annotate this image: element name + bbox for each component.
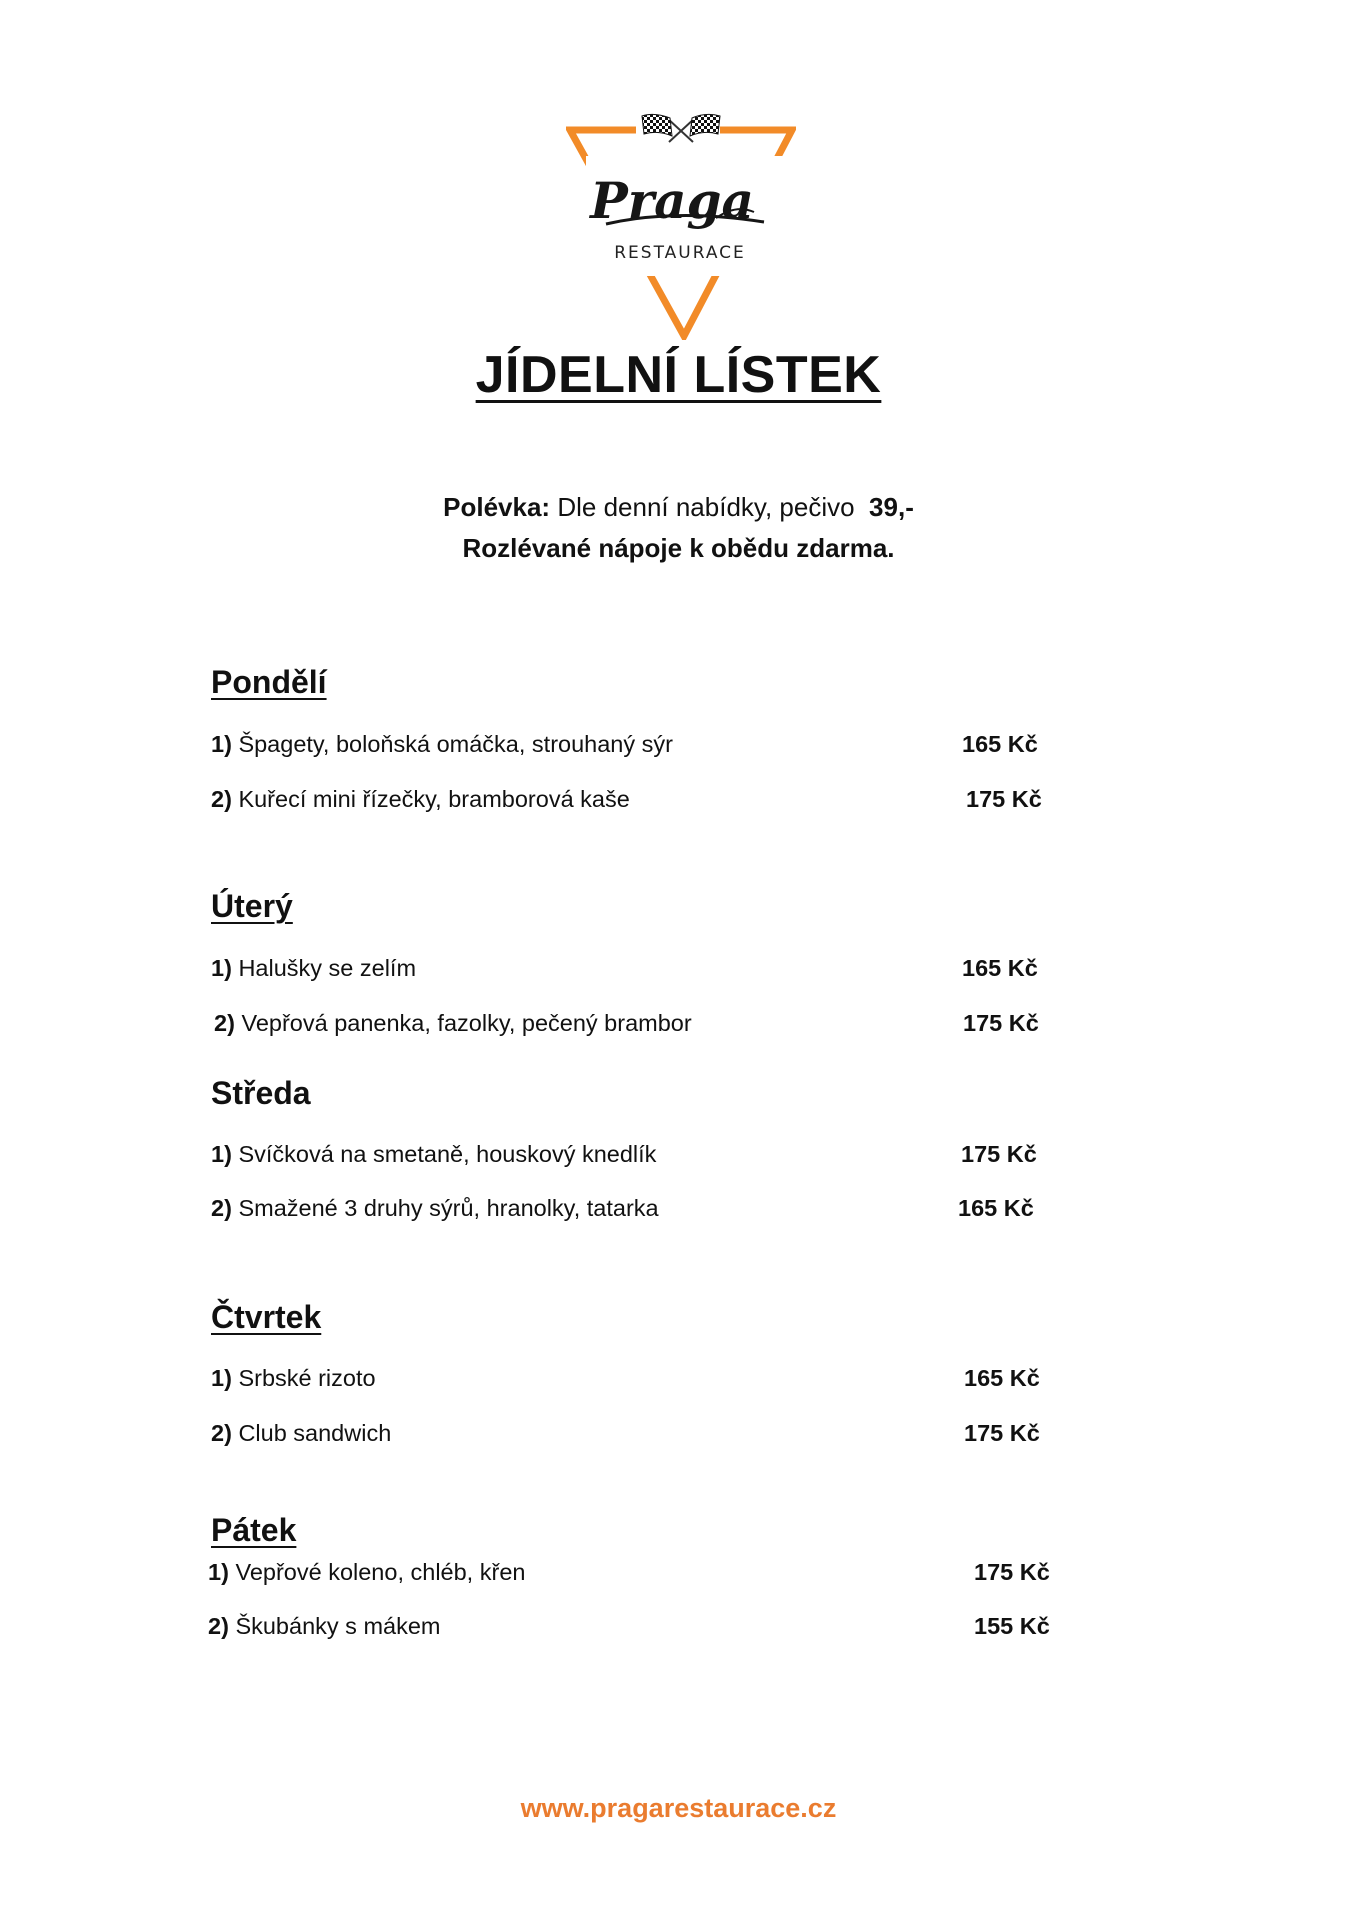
day-heading-wednesday: Středa <box>211 1075 311 1111</box>
website-link[interactable]: www.pragarestaurace.cz <box>520 1793 837 1823</box>
item-dish: Škubánky s mákem <box>235 1613 441 1639</box>
menu-item <box>211 786 630 813</box>
item-price: 165 Kč <box>964 1365 1040 1391</box>
page-title <box>0 345 1357 405</box>
item-price: 165 Kč <box>962 731 1038 757</box>
day-heading-thursday: Čtvrtek <box>211 1299 322 1335</box>
soup-price: 39,- <box>869 492 914 522</box>
item-number: 1) <box>211 731 232 757</box>
item-price: 155 Kč <box>974 1613 1050 1639</box>
menu-item <box>211 1420 391 1447</box>
menu-item <box>211 955 416 982</box>
day-heading-tuesday: Úterý <box>211 888 293 924</box>
item-dish: Halušky se zelím <box>238 955 417 981</box>
item-number: 2) <box>211 1420 232 1446</box>
item-number: 2) <box>214 1010 235 1036</box>
day-heading-friday: Pátek <box>211 1512 297 1548</box>
item-dish: Svíčková na smetaně, houskový knedlík <box>238 1141 657 1167</box>
logo-subtitle: RESTAURACE <box>614 243 746 263</box>
restaurant-logo <box>566 108 796 340</box>
menu-item <box>211 1141 656 1168</box>
item-dish: Club sandwich <box>238 1420 392 1446</box>
menu-item <box>208 1559 525 1586</box>
item-dish: Vepřové koleno, chléb, křen <box>235 1559 526 1585</box>
item-price: 175 Kč <box>964 1420 1040 1446</box>
menu-item <box>211 1365 376 1392</box>
soup-label: Polévka: <box>443 492 551 522</box>
day-heading-monday: Pondělí <box>211 664 327 700</box>
menu-item <box>211 1195 659 1222</box>
item-number: 1) <box>211 955 232 981</box>
item-price: 175 Kč <box>974 1559 1050 1585</box>
logo-graphic <box>566 108 796 340</box>
item-price: 175 Kč <box>963 1010 1039 1036</box>
item-number: 1) <box>211 1365 232 1391</box>
item-price: 165 Kč <box>958 1195 1034 1221</box>
menu-item <box>208 1613 441 1640</box>
item-number: 2) <box>211 1195 232 1221</box>
item-dish: Smažené 3 druhy sýrů, hranolky, tatarka <box>238 1195 659 1221</box>
item-dish: Srbské rizoto <box>238 1365 376 1391</box>
logo-wordmark: Praga <box>590 171 754 230</box>
item-dish: Špagety, boloňská omáčka, strouhaný sýr <box>238 731 673 757</box>
item-price: 175 Kč <box>961 1141 1037 1167</box>
item-number: 1) <box>208 1559 229 1585</box>
item-number: 1) <box>211 1141 232 1167</box>
item-dish: Kuřecí mini řízečky, bramborová kaše <box>238 786 630 812</box>
page-title-text: JÍDELNÍ LÍSTEK <box>475 346 882 404</box>
item-number: 2) <box>211 786 232 812</box>
menu-item <box>214 1010 692 1037</box>
drinks-note: Rozlévané nápoje k obědu zdarma. <box>462 533 895 563</box>
soup-text: Dle denní nabídky, pečivo <box>557 492 855 522</box>
menu-item <box>211 731 673 758</box>
item-number: 2) <box>208 1613 229 1639</box>
soup-line <box>0 492 1357 523</box>
item-dish: Vepřová panenka, fazolky, pečený brambor <box>241 1010 692 1036</box>
item-price: 165 Kč <box>962 955 1038 981</box>
item-price: 175 Kč <box>966 786 1042 812</box>
